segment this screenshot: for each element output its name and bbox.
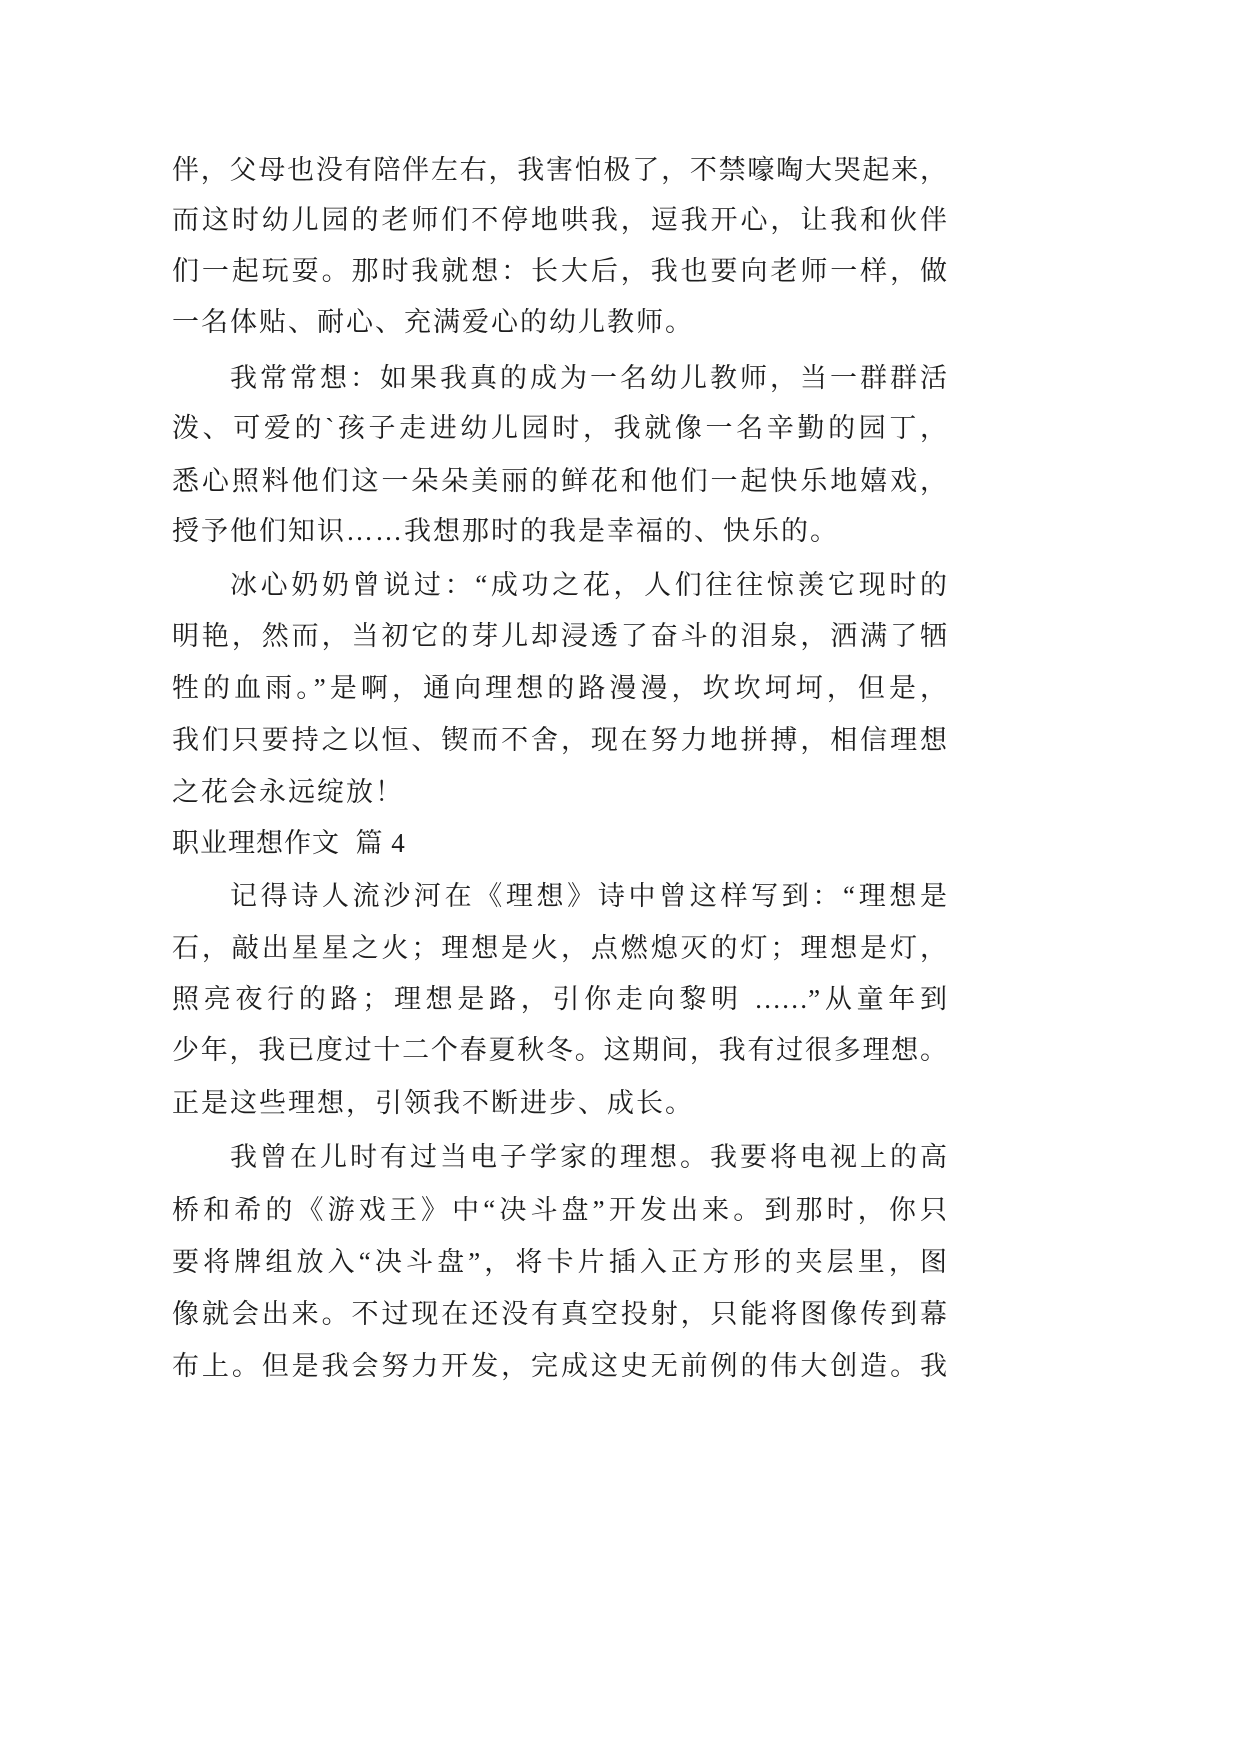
text-line: 冰心奶奶曾说过：“成功之花，人们往往惊羡它现时的 [230, 570, 947, 600]
text-line: 泼、可爱的`孩子走进幼儿园时，我就像一名辛勤的园丁， [172, 413, 947, 443]
text-line: 布上。但是我会努力开发，完成这史无前例的伟大创造。我 [172, 1351, 947, 1381]
text-line: 我曾在儿时有过当电子学家的理想。我要将电视上的高 [230, 1142, 947, 1172]
text-line: 要将牌组放入“决斗盘”，将卡片插入正方形的夹层里，图 [172, 1247, 947, 1277]
text-line: 少年，我已度过十二个春夏秋冬。这期间，我有过很多理想。 [172, 1035, 947, 1065]
text-line: 石，敲出星星之火；理想是火，点燃熄灭的灯；理想是灯， [172, 933, 947, 963]
text-line: 记得诗人流沙河在《理想》诗中曾这样写到：“理想是 [230, 881, 947, 911]
text-line: 我们只要持之以恒、锲而不舍，现在努力地拼搏，相信理想 [172, 725, 947, 755]
text-line: 明艳，然而，当初它的芽儿却浸透了奋斗的泪泉，洒满了牺 [172, 621, 947, 651]
text-line: 我常常想：如果我真的成为一名幼儿教师，当一群群活 [230, 363, 947, 393]
text-line: 伴，父母也没有陪伴左右，我害怕极了，不禁嚎啕大哭起来， [172, 155, 947, 185]
text-line: 授予他们知识……我想那时的我是幸福的、快乐的。 [172, 516, 839, 546]
text-line: 们一起玩耍。那时我就想：长大后，我也要向老师一样，做 [172, 256, 947, 286]
text-line: 照亮夜行的路；理想是路，引你走向黎明 ……”从童年到 [172, 984, 947, 1014]
text-line: 桥和希的《游戏王》中“决斗盘”开发出来。到那时，你只 [172, 1195, 947, 1225]
text-line: 之花会永远绽放！ [172, 777, 404, 807]
text-line: 像就会出来。不过现在还没有真空投射，只能将图像传到幕 [172, 1299, 947, 1329]
text-line: 悉心照料他们这一朵朵美丽的鲜花和他们一起快乐地嬉戏， [172, 466, 947, 496]
section-heading: 职业理想作文 篇 4 [172, 828, 406, 858]
text-line: 牲的血雨。”是啊，通向理想的路漫漫，坎坎坷坷，但是， [172, 673, 947, 703]
text-line: 一名体贴、耐心、充满爱心的幼儿教师。 [172, 307, 694, 337]
text-line: 正是这些理想，引领我不断进步、成长。 [172, 1088, 694, 1118]
text-line: 而这时幼儿园的老师们不停地哄我，逗我开心，让我和伙伴 [172, 205, 947, 235]
